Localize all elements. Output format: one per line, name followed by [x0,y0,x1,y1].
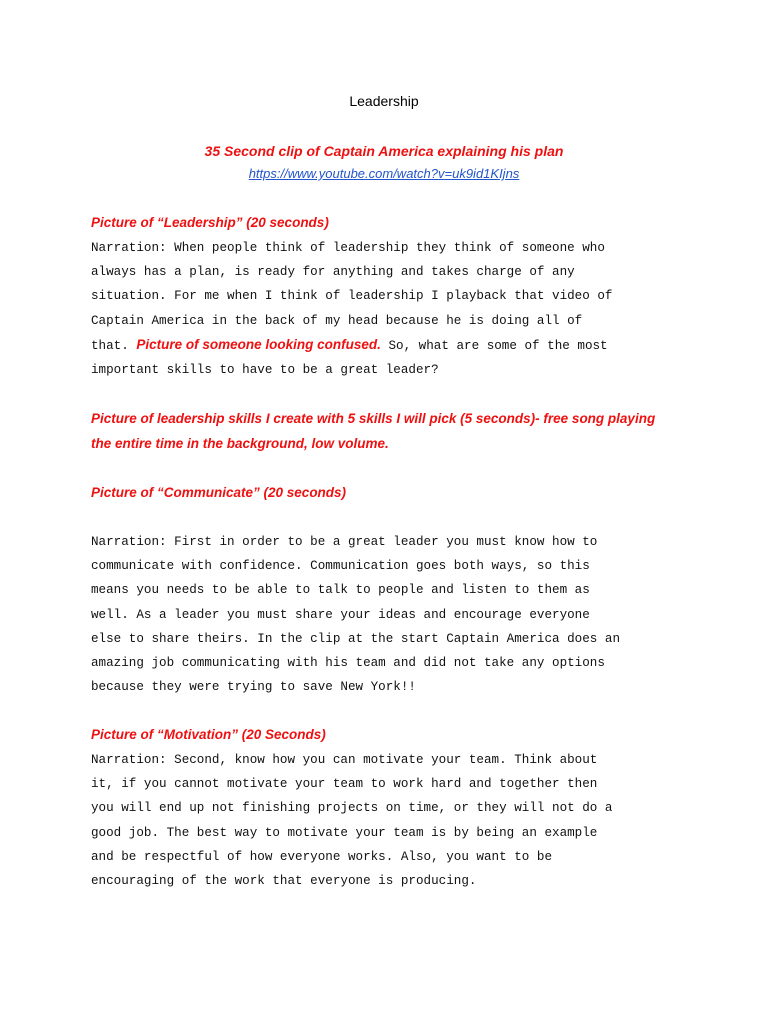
narration-leadership-text-end: So, what are some of the most important skills to have to be a great leader? [91,338,608,378]
section-heading-motivation: Picture of “Motivation” (20 Seconds) [91,727,326,742]
narration-leadership-text: Narration: When people think of leadership they think of someone who always has a plan, is ready for anything and takes charge of any situation. For me when I think of leadership I playback that video of Captain America in the back of my head because he is doing all of that. [91,241,613,353]
narration-motivation: Narration: Second, know how you can motivate your team. Think about it, if you cannot motivate your team to work hard and together then you will end up not finishing projects on time, or they will not do a good job. The best way to motivate your team is by being an example and be respectful of how everyone works. Also, you want to be encouraging of the work that everyone is producing. [91,753,613,889]
inline-picture-cue: Picture of someone looking confused. [136,336,381,352]
clip-heading: 35 Second clip of Captain America explaining his plan [204,143,564,159]
section-heading-leadership: Picture of “Leadership” (20 seconds) [91,215,329,230]
narration-communicate: Narration: First in order to be a great leader you must know how to communicate with confidence. Communication goes both ways, so this means you needs to be able to talk to people and listen to them as well. As a leader you must share your ideas and encourage everyone else to share theirs. In the clip at the start Captain America does an amazing job communicating with his team and did not take any options because they were trying to save New York!! [91,535,621,695]
clip-link[interactable]: https://www.youtube.com/watch?v=uk9id1KIjns [248,166,520,181]
section-heading-communicate: Picture of “Communicate” (20 seconds) [91,485,347,500]
skills-heading: Picture of leadership skills I create with 5 skills I will pick (5 seconds)- free song playing the entire time in the background, low volume. [91,411,656,451]
document-title: Leadership [349,93,419,109]
narration-leadership [91,236,691,382]
